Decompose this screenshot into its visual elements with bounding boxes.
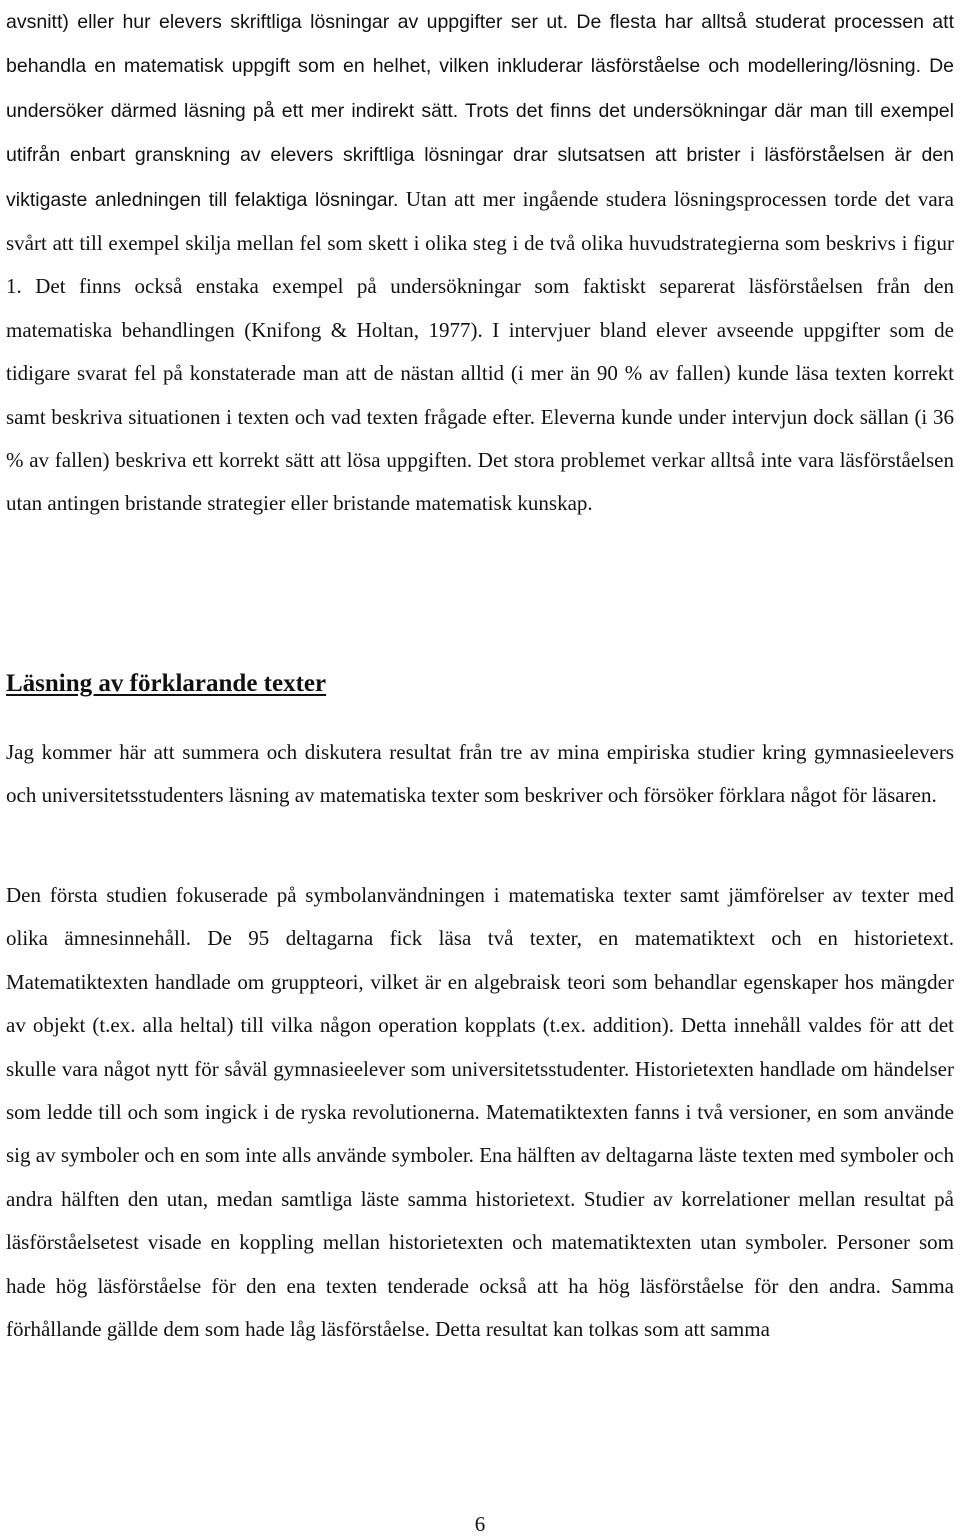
body-paragraph-3: Den första studien fokuserade på symbolanvändningen i matematiska texter samt jämförelser av texter med olika ämnesinnehåll. De 95 deltagarna fick läsa två texter, en matematiktext och en historietext. Matematiktexten handlade om gruppteori, vilket är en algebraisk teori som behandlar egenskaper hos mängder av objekt (t.ex. alla heltal) till vilka någon operation kopplats (t.ex. addition). Detta innehåll valdes för att det skulle vara något nytt för såväl gymnasieelever som universitetsstudenter. Historietexten handlade om händelser som ledde till och som ingick i de ryska revolutionerna. Matematiktexten fanns i två versioner, en som använde sig av symboler och en som inte alls använde symboler. Ena hälften av deltagarna läste texten med symboler och andra hälften den utan, medan samtliga läste samma historietext. Studier av korrelationer mellan resultat på läsförståelsetest visade en koppling mellan historietexten och matematiktexten utan symboler. Personer som hade hög läsförståelse för den ena texten tenderade också att ha hög läsförståelse för den andra. Samma förhållande gällde dem som hade låg läsförståelse. Detta resultat kan tolkas som att samma — [6, 883, 954, 1342]
page-number: 6 — [474, 1512, 486, 1536]
paragraph-1-serif-text: Utan att mer ingående studera lösningsprocessen torde det vara svårt att till exempel skilja mellan fel som skett i olika steg i de två olika huvudstrategierna som beskrivs i figur 1. Det finns också enstaka exempel på undersökningar som faktiskt separerat läsförståelsen från den matematiska behandlingen (Knifong & Holtan, 1977). I intervjuer bland elever avseende uppgifter som de tidigare svarat fel på konstaterade man att de nästan alltid (i mer än 90 % av fallen) kunde läsa texten korrekt samt beskriva situationen i texten och vad texten frågade efter. Eleverna kunde under intervjun dock sällan (i 36 % av fallen) beskriva ett korrekt sätt att lösa uppgiften. Det stora problemet verkar alltså inte vara läsförståelsen utan antingen bristande strategier eller bristande matematisk kunskap. — [6, 186, 954, 516]
body-paragraph-1 — [6, 0, 954, 526]
section-heading: Läsning av förklarande texter — [6, 670, 327, 697]
body-paragraph-2: Jag kommer här att summera och diskutera resultat från tre av mina empiriska studier kring gymnasieelevers och universitetsstudenters läsning av matematiska texter som beskriver och försöker förklara något för läsaren. — [6, 740, 954, 808]
paragraph-1-sans-text: avsnitt) eller hur elevers skriftliga lösningar av uppgifter ser ut. De flesta har alltså studerat processen att behandla en matematisk uppgift som en helhet, vilken inkluderar läsförståelse och modellering/lösning. De undersöker därmed läsning på ett mer indirekt sätt. Trots det finns det undersökningar där man till exempel utifrån enbart granskning av elevers skriftliga lösningar drar slutsatsen att brister i läsförståelsen är den viktigaste anledningen till felaktiga lösningar. — [6, 11, 954, 211]
